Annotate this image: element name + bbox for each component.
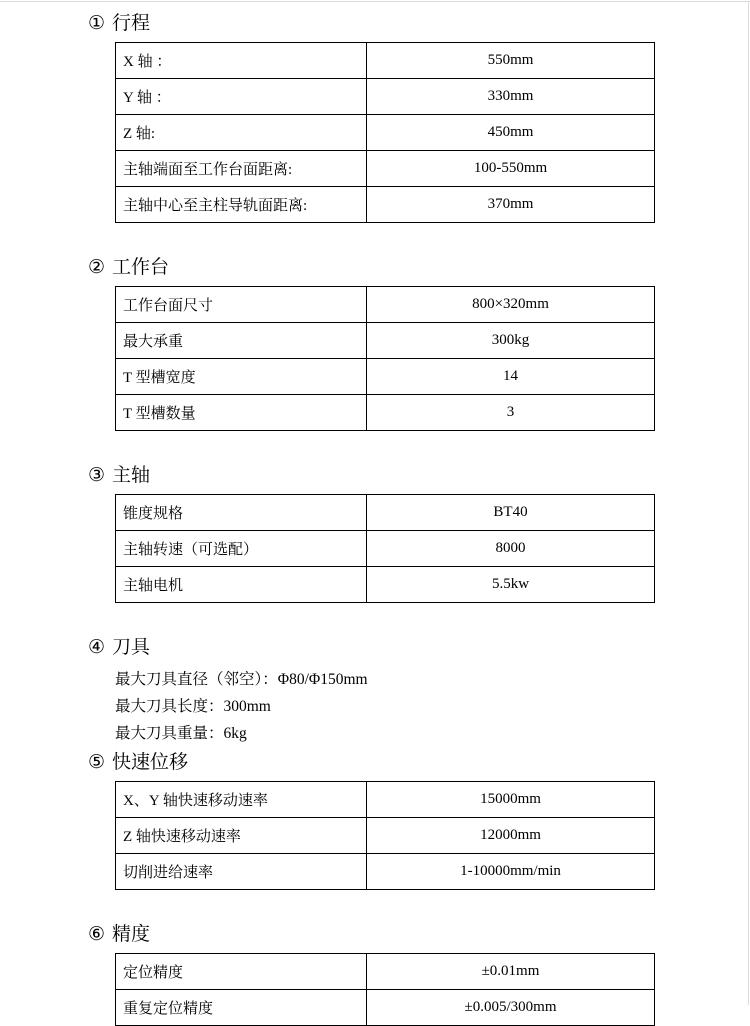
tools-text-block	[115, 666, 750, 747]
table-row	[116, 115, 655, 151]
section-worktable	[88, 256, 750, 431]
spec-label-cell: T 型槽宽度	[116, 359, 367, 395]
worktable-table	[115, 286, 655, 431]
spec-text-line: 最大刀具长度：300mm	[115, 698, 271, 715]
spec-label-cell: X、Y 轴快速移动速率	[116, 782, 367, 818]
table-row	[116, 954, 655, 990]
spec-value-cell: 14	[367, 359, 655, 395]
spec-value-cell: 15000mm	[367, 782, 655, 818]
table-row	[116, 818, 655, 854]
spec-value-cell: ±0.005/300mm	[367, 990, 655, 1026]
spec-label-cell: 切削进给速率	[116, 854, 367, 890]
section-heading	[88, 923, 750, 947]
table-row	[116, 151, 655, 187]
section-number: ⑥	[88, 924, 106, 945]
spec-value-cell: 450mm	[367, 115, 655, 151]
page-edge-top	[0, 1, 750, 2]
spec-value-cell: 330mm	[367, 79, 655, 115]
spec-text-line: 最大刀具直径（邻空）：Φ80/Φ150mm	[115, 671, 368, 688]
section-heading	[88, 751, 750, 775]
spec-value-cell: 12000mm	[367, 818, 655, 854]
spec-value-cell: 100-550mm	[367, 151, 655, 187]
table-row	[116, 79, 655, 115]
table-row	[116, 187, 655, 223]
rapid-traverse-table	[115, 781, 655, 890]
spec-value-cell: ±0.01mm	[367, 954, 655, 990]
spec-value-cell: 5.5kw	[367, 567, 655, 603]
section-number: ③	[88, 465, 106, 486]
spec-label-cell: Y 轴 ：	[116, 79, 367, 115]
table-row	[116, 323, 655, 359]
spec-label-cell: 定位精度	[116, 954, 367, 990]
section-heading	[88, 636, 750, 660]
spec-value-cell: 550mm	[367, 43, 655, 79]
spec-label-cell: 工作台面尺寸	[116, 287, 367, 323]
section-number: ②	[88, 257, 106, 278]
section-title: 工作台	[112, 257, 170, 278]
spec-label-cell: 主轴转速（可选配）	[116, 531, 367, 567]
table-row	[116, 990, 655, 1026]
accuracy-table	[115, 953, 655, 1026]
spec-label-cell: 主轴端面至工作台面距离:	[116, 151, 367, 187]
spec-value-cell: 1-10000mm/min	[367, 854, 655, 890]
spec-label-cell: 主轴中心至主柱导轨面距离:	[116, 187, 367, 223]
spec-value-cell: 300kg	[367, 323, 655, 359]
section-number: ④	[88, 637, 106, 658]
page-edge-right	[748, 1, 749, 1005]
table-row	[116, 359, 655, 395]
spindle-table	[115, 494, 655, 603]
table-row	[116, 854, 655, 890]
spec-label-cell: 主轴电机	[116, 567, 367, 603]
section-stroke	[88, 12, 750, 223]
table-row	[116, 531, 655, 567]
spec-label-cell: X 轴 ：	[116, 43, 367, 79]
section-spindle	[88, 464, 750, 603]
table-row	[116, 395, 655, 431]
spec-value-cell: 8000	[367, 531, 655, 567]
spec-label-cell: 重复定位精度	[116, 990, 367, 1026]
spec-value-cell: BT40	[367, 495, 655, 531]
section-heading	[88, 12, 750, 36]
section-title: 精度	[112, 924, 151, 945]
table-row	[116, 782, 655, 818]
section-accuracy	[88, 923, 750, 1026]
table-row	[116, 287, 655, 323]
section-title: 快速位移	[112, 752, 189, 773]
spec-text-line: 最大刀具重量：6kg	[115, 725, 247, 742]
section-heading	[88, 256, 750, 280]
section-number: ⑤	[88, 752, 106, 773]
section-rapid-traverse	[88, 751, 750, 890]
section-number: ①	[88, 13, 106, 34]
spec-value-cell: 370mm	[367, 187, 655, 223]
section-title: 刀具	[112, 637, 151, 658]
section-title: 行程	[112, 13, 151, 34]
section-tools	[88, 636, 750, 747]
section-heading	[88, 464, 750, 488]
spec-label-cell: T 型槽数量	[116, 395, 367, 431]
spec-label-cell: 锥度规格	[116, 495, 367, 531]
table-row	[116, 567, 655, 603]
spec-value-cell: 3	[367, 395, 655, 431]
table-row	[116, 495, 655, 531]
spec-label-cell: Z 轴快速移动速率	[116, 818, 367, 854]
spec-label-cell: Z 轴:	[116, 115, 367, 151]
spec-value-cell: 800×320mm	[367, 287, 655, 323]
section-title: 主轴	[112, 465, 151, 486]
spec-label-cell: 最大承重	[116, 323, 367, 359]
stroke-table	[115, 42, 655, 223]
table-row	[116, 43, 655, 79]
